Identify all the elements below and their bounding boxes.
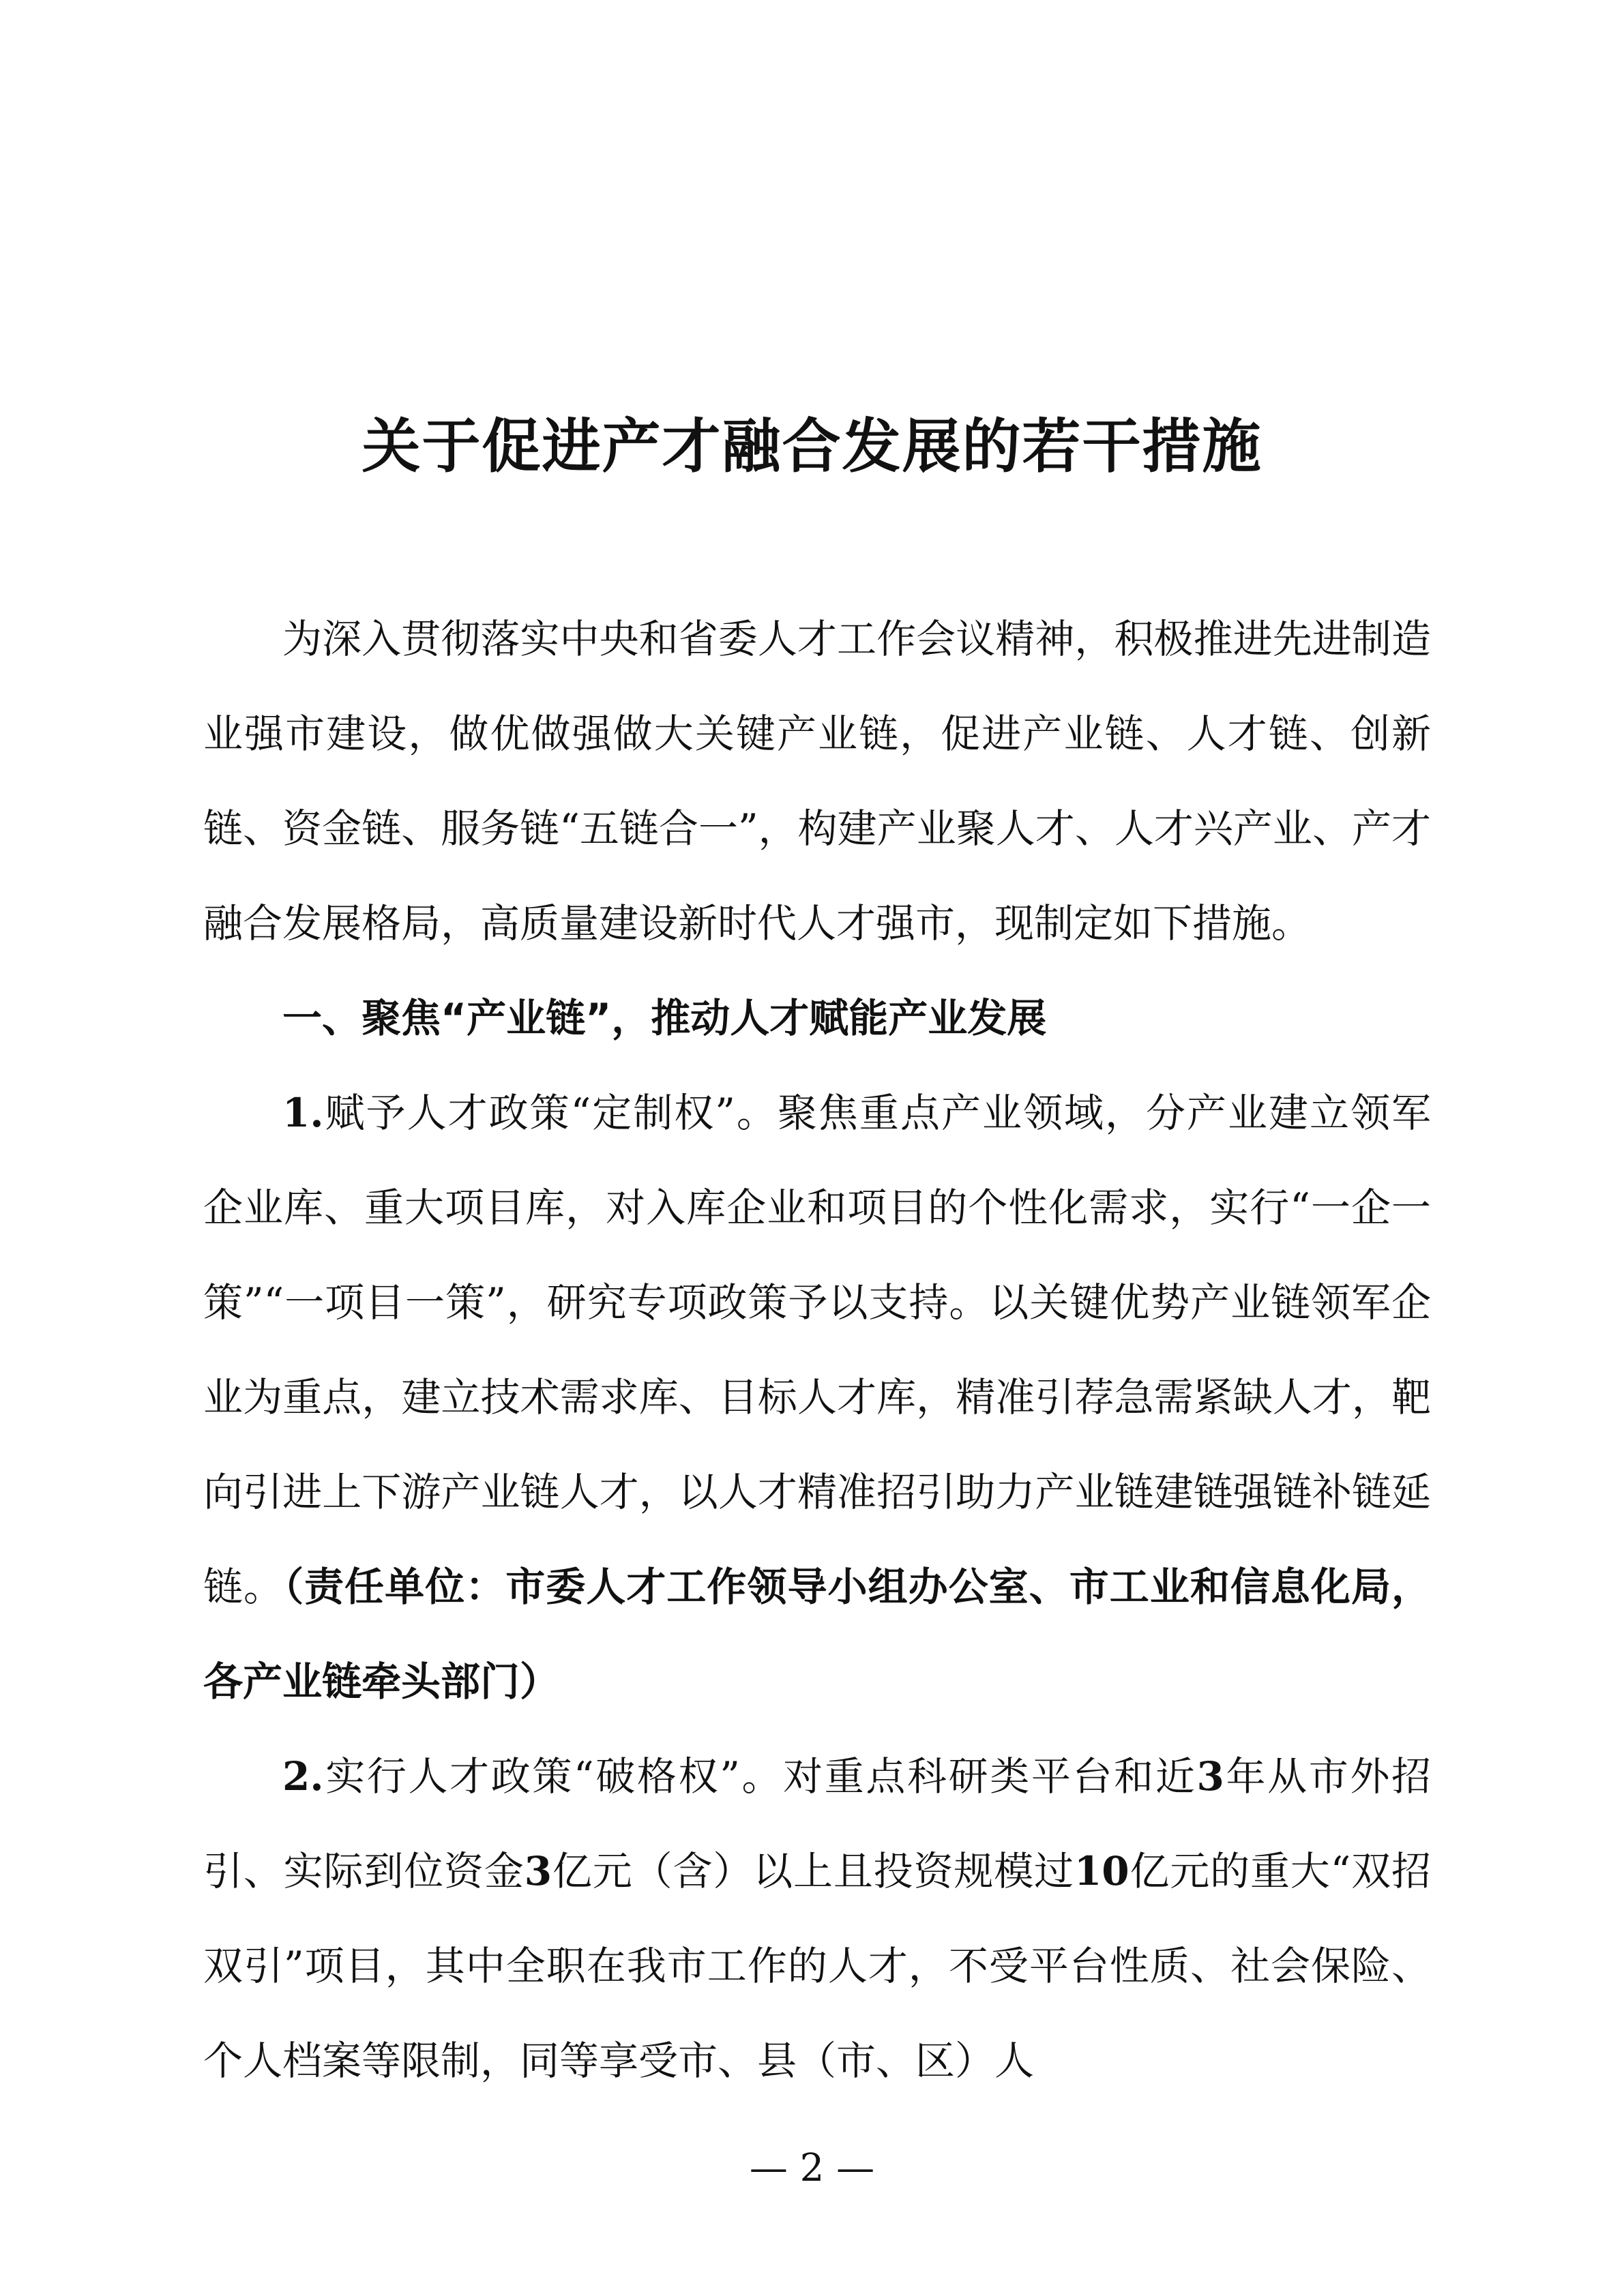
item-2-num-years: 3 — [1196, 1753, 1224, 1800]
section-heading: 一、聚焦“产业链”，推动人才赋能产业发展 — [282, 995, 1047, 1041]
item-1-number: 1. — [282, 1090, 324, 1136]
item-2-text-d: 亿元的重大“双招双引”项目，其中全职在我市工作的人才，不受平台性质、社会保险、个人档案等限制，同等享受市、县（市、区）人 — [203, 1848, 1431, 2084]
page-number: — 2 — — [749, 2146, 875, 2190]
intro-paragraph: 为深入贯彻落实中央和省委人才工作会议精神，积极推进先进制造业强市建设，做优做强做大关键产业链，促进产业链、人才链、创新链、资金链、服务链“五链合一”，构建产业聚人才、人才兴产业、产才融合发展格局，高质量建设新时代人才强市，现制定如下措施。 — [203, 616, 1431, 946]
item-2-num-scale: 10 — [1074, 1848, 1130, 1894]
item-1-paragraph — [203, 1066, 1431, 1729]
document-body — [203, 592, 1431, 2108]
item-2-text-a: 实行人才政策“破格权”。对重点科研类平台和近 — [323, 1753, 1197, 1800]
item-2-number: 2. — [282, 1753, 324, 1800]
item-2-text-b: 年从市外招引、实际到位资金 — [203, 1753, 1431, 1894]
item-1-text: 赋予人才政策“定制权”。聚焦重点产业领域，分产业建立领军企业库、重大项目库，对入库企业和项目的个性化需求，实行“一企一策”“一项目一策”，研究专项政策予以支持。以关键优势产业链领军企业为重点，建立技术需求库、目标人才库，精准引荐急需紧缺人才，靶向引进上下游产业链人才，以人才精准招引助力产业链建链强链补链延链。 — [203, 1090, 1431, 1610]
item-2-num-funds: 3 — [524, 1848, 552, 1894]
document-title: 关于促进产才融合发展的若干措施 — [361, 413, 1263, 481]
item-2-paragraph — [203, 1729, 1431, 2108]
item-2-text-c: 亿元（含）以上且投资规模过 — [552, 1848, 1074, 1894]
item-1-responsibility: （责任单位：市委人才工作领导小组办公室、市工业和信息化局，各产业链牵头部门） — [203, 1564, 1431, 1705]
